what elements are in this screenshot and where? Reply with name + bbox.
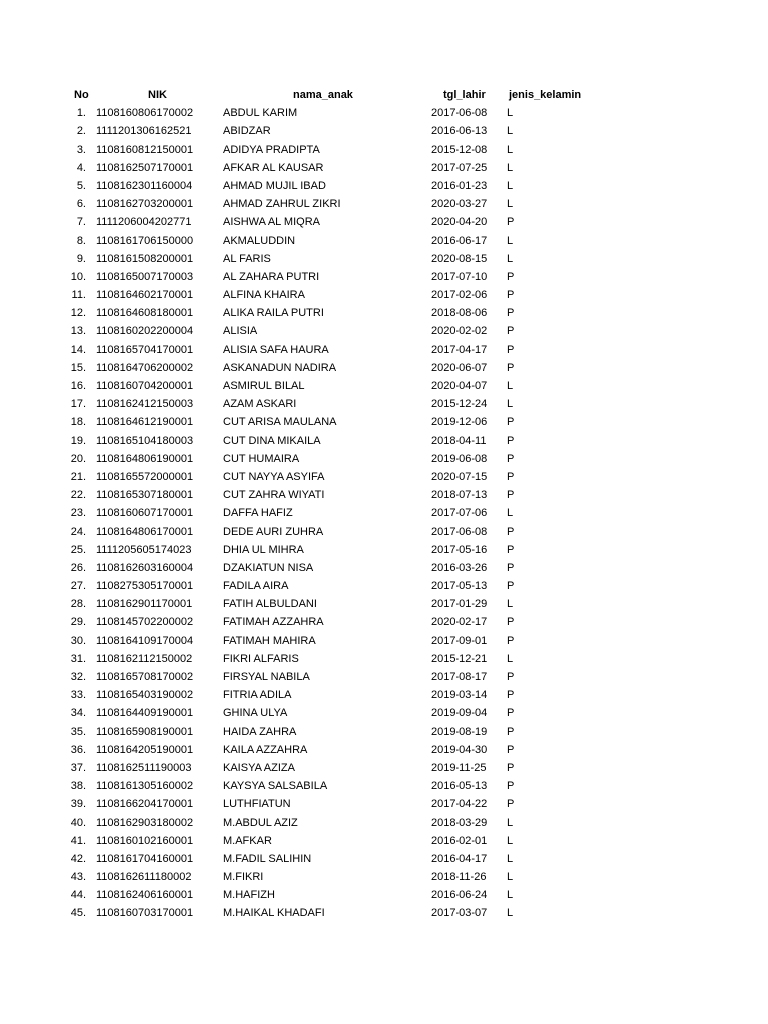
cell-tgl-lahir: 2017-04-17 — [431, 343, 488, 356]
cell-jenis-kelamin: P — [507, 725, 515, 738]
cell-jenis-kelamin: L — [507, 161, 514, 174]
cell-tgl-lahir: 2020-02-17 — [431, 616, 488, 629]
cell-nama-anak: DHIA UL MIHRA — [223, 543, 304, 556]
table-row — [0, 304, 768, 322]
cell-tgl-lahir: 2016-02-01 — [431, 834, 488, 847]
table-row — [0, 159, 768, 177]
cell-jenis-kelamin: L — [507, 907, 514, 920]
cell-jenis-kelamin: P — [507, 798, 515, 811]
table-row — [0, 850, 768, 868]
table-row — [0, 250, 768, 268]
cell-nik: 1108165572000001 — [96, 470, 194, 483]
cell-no: 18. — [70, 416, 86, 429]
cell-no: 6. — [76, 198, 86, 211]
cell-nik: 1108145702200002 — [96, 616, 194, 629]
table-row — [0, 122, 768, 140]
table-row — [0, 286, 768, 304]
cell-no: 11. — [71, 289, 86, 302]
cell-jenis-kelamin: P — [507, 780, 515, 793]
cell-no: 8. — [76, 234, 86, 247]
cell-nik: 1108162112150002 — [96, 652, 193, 665]
cell-no: 44. — [70, 889, 86, 902]
cell-nik: 1108165307180001 — [96, 489, 194, 502]
cell-nama-anak: DAFFA HAFIZ — [223, 507, 293, 520]
cell-nama-anak: FATIMAH AZZAHRA — [223, 616, 324, 629]
cell-no: 14. — [70, 343, 86, 356]
table-row — [0, 268, 768, 286]
cell-nik: 1108160607170001 — [96, 507, 194, 520]
cell-jenis-kelamin: L — [507, 198, 514, 211]
table-row — [0, 523, 768, 541]
cell-no: 9. — [76, 252, 86, 265]
header-no: No — [74, 89, 89, 101]
cell-no: 42. — [70, 852, 86, 865]
cell-tgl-lahir: 2016-05-13 — [431, 780, 488, 793]
cell-nik: 1108162301160004 — [96, 179, 193, 192]
cell-tgl-lahir: 2020-04-07 — [431, 380, 488, 392]
cell-tgl-lahir: 2017-07-10 — [431, 270, 488, 283]
cell-jenis-kelamin: L — [507, 234, 514, 247]
cell-nama-anak: ALIKA RAILA PUTRI — [223, 307, 324, 320]
cell-nik: 1108164205190001 — [96, 743, 194, 756]
cell-nama-anak: GHINA ULYA — [223, 707, 288, 720]
cell-no: 3. — [76, 143, 86, 156]
table-row — [0, 559, 768, 577]
table-row — [0, 723, 768, 741]
cell-tgl-lahir: 2017-05-16 — [431, 543, 488, 556]
cell-no: 27. — [70, 580, 86, 593]
cell-tgl-lahir: 2018-07-13 — [431, 489, 488, 502]
table-row — [0, 686, 768, 704]
cell-tgl-lahir: 2017-05-13 — [431, 580, 488, 593]
table-row — [0, 395, 768, 413]
cell-nama-anak: AL FARIS — [223, 252, 271, 265]
cell-jenis-kelamin: P — [507, 452, 515, 465]
cell-tgl-lahir: 2020-07-15 — [431, 470, 488, 483]
cell-jenis-kelamin: L — [507, 107, 514, 120]
cell-nik: 1108162511190003 — [96, 761, 192, 774]
cell-nama-anak: FIRSYAL NABILA — [223, 671, 310, 683]
cell-tgl-lahir: 2020-03-27 — [431, 198, 488, 211]
table-row — [0, 632, 768, 650]
cell-tgl-lahir: 2016-06-24 — [431, 889, 488, 902]
cell-nama-anak: M.FADIL SALIHIN — [223, 852, 312, 865]
cell-nama-anak: AHMAD ZAHRUL ZIKRI — [223, 198, 341, 211]
cell-tgl-lahir: 2020-06-07 — [431, 361, 488, 374]
cell-nama-anak: CUT HUMAIRA — [223, 452, 300, 465]
cell-jenis-kelamin: P — [507, 743, 515, 756]
cell-no: 10. — [70, 270, 86, 283]
cell-nama-anak: AFKAR AL KAUSAR — [223, 161, 324, 174]
cell-tgl-lahir: 2016-04-17 — [431, 852, 488, 865]
cell-jenis-kelamin: L — [507, 652, 514, 665]
cell-tgl-lahir: 2017-08-17 — [431, 671, 488, 683]
cell-jenis-kelamin: L — [507, 834, 514, 847]
cell-no: 29. — [70, 616, 86, 629]
cell-no: 2. — [76, 125, 86, 138]
cell-tgl-lahir: 2017-07-06 — [431, 507, 488, 520]
cell-jenis-kelamin: L — [507, 889, 514, 902]
table-row — [0, 832, 768, 850]
cell-nik: 1108161704160001 — [96, 852, 194, 865]
cell-no: 39. — [70, 798, 86, 811]
cell-nama-anak: DEDE AURI ZUHRA — [223, 525, 324, 538]
cell-no: 1. — [76, 107, 86, 120]
cell-tgl-lahir: 2015-12-08 — [431, 143, 488, 156]
cell-jenis-kelamin: L — [507, 125, 514, 138]
table-row — [0, 741, 768, 759]
cell-no: 24. — [70, 525, 86, 538]
cell-jenis-kelamin: L — [507, 816, 514, 829]
cell-nik: 1108162703200001 — [96, 198, 194, 211]
table-row — [0, 104, 768, 122]
table-row — [0, 141, 768, 159]
cell-nama-anak: ABDUL KARIM — [223, 107, 298, 120]
cell-tgl-lahir: 2019-04-30 — [431, 743, 488, 756]
cell-nik: 1111206004202771 — [96, 216, 192, 229]
cell-no: 31. — [70, 652, 86, 665]
cell-tgl-lahir: 2017-09-01 — [431, 634, 488, 647]
table-row — [0, 177, 768, 195]
cell-no: 41. — [70, 834, 86, 847]
cell-jenis-kelamin: P — [507, 434, 515, 447]
cell-no: 12. — [70, 307, 86, 320]
cell-jenis-kelamin: P — [507, 270, 515, 283]
cell-no: 4. — [76, 161, 86, 174]
cell-no: 7. — [76, 216, 86, 229]
cell-nik: 1108165708170002 — [96, 671, 194, 683]
cell-jenis-kelamin: P — [507, 616, 515, 629]
cell-jenis-kelamin: L — [507, 598, 514, 611]
cell-nik: 1108160202200004 — [96, 325, 194, 338]
cell-jenis-kelamin: L — [507, 871, 514, 884]
cell-nama-anak: FIKRI ALFARIS — [223, 652, 299, 665]
cell-nik: 1108165007170003 — [96, 270, 194, 283]
cell-nik: 1111201306162521 — [96, 125, 192, 138]
cell-no: 33. — [70, 689, 86, 702]
cell-tgl-lahir: 2017-03-07 — [431, 907, 488, 920]
cell-nama-anak: KAYSYA SALSABILA — [223, 780, 328, 793]
cell-jenis-kelamin: P — [507, 489, 515, 502]
cell-jenis-kelamin: P — [507, 634, 515, 647]
cell-tgl-lahir: 2016-06-13 — [431, 125, 488, 138]
cell-no: 23. — [70, 507, 86, 520]
cell-no: 34. — [70, 707, 86, 720]
cell-jenis-kelamin: P — [507, 289, 515, 302]
cell-tgl-lahir: 2017-06-08 — [431, 107, 488, 120]
table-header-row — [0, 86, 768, 104]
cell-jenis-kelamin: P — [507, 689, 515, 702]
cell-nama-anak: FITRIA ADILA — [223, 689, 292, 702]
cell-nama-anak: ALISIA — [223, 325, 258, 338]
cell-nama-anak: FADILA AIRA — [223, 580, 289, 593]
cell-tgl-lahir: 2017-07-25 — [431, 161, 488, 174]
cell-tgl-lahir: 2015-12-21 — [431, 652, 488, 665]
cell-jenis-kelamin: P — [507, 525, 515, 538]
cell-no: 37. — [70, 761, 86, 774]
table-row — [0, 613, 768, 631]
cell-nik: 1108164806170001 — [96, 525, 194, 538]
cell-no: 21. — [70, 470, 86, 483]
cell-nama-anak: M.ABDUL AZIZ — [223, 816, 298, 829]
cell-tgl-lahir: 2020-08-15 — [431, 252, 488, 265]
cell-nik: 1108275305170001 — [96, 580, 194, 593]
table-row — [0, 595, 768, 613]
cell-tgl-lahir: 2019-08-19 — [431, 725, 488, 738]
table-row — [0, 814, 768, 832]
cell-nik: 1108162611180002 — [96, 871, 192, 884]
table-row — [0, 759, 768, 777]
cell-tgl-lahir: 2018-04-11 — [431, 434, 487, 447]
table-row — [0, 541, 768, 559]
table-row — [0, 377, 768, 395]
cell-jenis-kelamin: P — [507, 761, 515, 774]
cell-nik: 1108164806190001 — [96, 452, 194, 465]
cell-jenis-kelamin: P — [507, 671, 515, 683]
cell-nama-anak: AISHWA AL MIQRA — [223, 216, 320, 229]
table-row — [0, 195, 768, 213]
cell-nama-anak: LUTHFIATUN — [223, 798, 291, 811]
cell-jenis-kelamin: L — [507, 852, 514, 865]
cell-tgl-lahir: 2019-06-08 — [431, 452, 488, 465]
cell-tgl-lahir: 2018-03-29 — [431, 816, 488, 829]
cell-jenis-kelamin: L — [507, 252, 514, 265]
cell-nik: 1108161305160002 — [96, 780, 194, 793]
table-row — [0, 504, 768, 522]
cell-jenis-kelamin: P — [507, 361, 515, 374]
cell-no: 15. — [70, 361, 86, 374]
cell-jenis-kelamin: P — [507, 216, 515, 229]
cell-jenis-kelamin: P — [507, 470, 515, 483]
cell-jenis-kelamin: P — [507, 343, 515, 356]
cell-jenis-kelamin: L — [507, 380, 514, 392]
cell-nik: 1108166204170001 — [96, 798, 194, 811]
cell-nama-anak: HAIDA ZAHRA — [223, 725, 297, 738]
cell-tgl-lahir: 2020-04-20 — [431, 216, 488, 229]
cell-nik: 1108161508200001 — [96, 252, 194, 265]
cell-nik: 1108160806170002 — [96, 107, 194, 120]
cell-no: 43. — [70, 871, 86, 884]
cell-nik: 1108164612190001 — [96, 416, 194, 429]
cell-tgl-lahir: 2016-06-17 — [431, 234, 488, 247]
cell-nik: 1108160704200001 — [96, 380, 194, 392]
cell-no: 30. — [70, 634, 86, 647]
cell-nik: 1108160102160001 — [96, 834, 194, 847]
cell-no: 26. — [70, 561, 86, 574]
cell-nama-anak: CUT DINA MIKAILA — [223, 434, 321, 447]
cell-no: 20. — [70, 452, 86, 465]
cell-tgl-lahir: 2016-01-23 — [431, 179, 488, 192]
table-row — [0, 577, 768, 595]
cell-nik: 1108164608180001 — [96, 307, 194, 320]
cell-tgl-lahir: 2018-11-26 — [431, 871, 487, 884]
cell-no: 45. — [70, 907, 86, 920]
cell-nama-anak: FATIH ALBULDANI — [223, 598, 317, 611]
cell-nama-anak: AL ZAHARA PUTRI — [223, 270, 320, 283]
cell-jenis-kelamin: P — [507, 307, 515, 320]
cell-tgl-lahir: 2017-06-08 — [431, 525, 488, 538]
cell-tgl-lahir: 2015-12-24 — [431, 398, 488, 411]
table-row — [0, 868, 768, 886]
cell-jenis-kelamin: P — [507, 543, 515, 556]
cell-no: 32. — [70, 671, 86, 683]
cell-no: 28. — [70, 598, 86, 611]
cell-tgl-lahir: 2019-11-25 — [431, 761, 487, 774]
cell-nik: 1108162507170001 — [96, 161, 194, 174]
cell-jenis-kelamin: P — [507, 561, 515, 574]
header-tgl-lahir: tgl_lahir — [443, 89, 486, 101]
table-row — [0, 795, 768, 813]
cell-nama-anak: ALISIA SAFA HAURA — [223, 343, 329, 356]
cell-tgl-lahir: 2019-03-14 — [431, 689, 488, 702]
cell-nama-anak: M.HAFIZH — [223, 889, 275, 902]
cell-nama-anak: CUT NAYYA ASYIFA — [223, 470, 325, 483]
cell-jenis-kelamin: P — [507, 707, 515, 720]
table-row — [0, 450, 768, 468]
cell-no: 40. — [70, 816, 86, 829]
cell-nama-anak: M.HAIKAL KHADAFI — [223, 907, 325, 920]
cell-nik: 1108164706200002 — [96, 361, 194, 374]
table-row — [0, 668, 768, 686]
cell-tgl-lahir: 2018-08-06 — [431, 307, 488, 320]
cell-jenis-kelamin: P — [507, 580, 515, 593]
cell-nama-anak: CUT ARISA MAULANA — [223, 416, 337, 429]
cell-nama-anak: FATIMAH MAHIRA — [223, 634, 316, 647]
cell-jenis-kelamin: L — [507, 179, 514, 192]
table-row — [0, 413, 768, 431]
cell-nama-anak: M.FIKRI — [223, 871, 264, 884]
cell-nik: 1108165104180003 — [96, 434, 194, 447]
cell-nama-anak: M.AFKAR — [223, 834, 272, 847]
cell-no: 36. — [70, 743, 86, 756]
header-jenis-kelamin: jenis_kelamin — [509, 89, 582, 101]
cell-nik: 1108162406160001 — [96, 889, 194, 902]
table-row — [0, 341, 768, 359]
cell-nama-anak: ADIDYA PRADIPTA — [223, 143, 320, 156]
table-row — [0, 359, 768, 377]
cell-no: 13. — [70, 325, 86, 338]
cell-nik: 1108165908190001 — [96, 725, 194, 738]
cell-nama-anak: ASMIRUL BILAL — [223, 380, 305, 392]
table-row — [0, 904, 768, 922]
cell-jenis-kelamin: L — [507, 507, 514, 520]
cell-tgl-lahir: 2016-03-26 — [431, 561, 488, 574]
table-row — [0, 886, 768, 904]
cell-nik: 1108162901170001 — [96, 598, 193, 611]
table-body — [0, 104, 768, 922]
cell-tgl-lahir: 2017-01-29 — [431, 598, 488, 611]
cell-nama-anak: AHMAD MUJIL IBAD — [223, 179, 326, 192]
cell-tgl-lahir: 2019-09-04 — [431, 707, 488, 720]
cell-no: 16. — [70, 380, 86, 392]
table-row — [0, 468, 768, 486]
cell-tgl-lahir: 2019-12-06 — [431, 416, 488, 429]
cell-nama-anak: AZAM ASKARI — [223, 398, 297, 411]
cell-nama-anak: ABIDZAR — [223, 125, 271, 138]
cell-tgl-lahir: 2020-02-02 — [431, 325, 488, 338]
cell-nik: 1108165704170001 — [96, 343, 194, 356]
table-row — [0, 213, 768, 231]
data-table — [0, 86, 768, 923]
cell-nik: 1108164109170004 — [96, 634, 194, 647]
cell-no: 19. — [70, 434, 86, 447]
cell-nama-anak: AKMALUDDIN — [223, 234, 296, 247]
cell-nik: 1108164602170001 — [96, 289, 194, 302]
cell-jenis-kelamin: L — [507, 398, 514, 411]
cell-nik: 1108161706150000 — [96, 234, 194, 247]
cell-nama-anak: CUT ZAHRA WIYATI — [223, 489, 325, 502]
cell-jenis-kelamin: L — [507, 143, 514, 156]
cell-nama-anak: KAILA AZZAHRA — [223, 743, 308, 756]
cell-no: 5. — [76, 179, 86, 192]
cell-nik: 1108162603160004 — [96, 561, 194, 574]
cell-nik: 1108164409190001 — [96, 707, 194, 720]
cell-nik: 1108160703170001 — [96, 907, 194, 920]
table-row — [0, 322, 768, 340]
header-nama-anak: nama_anak — [293, 89, 353, 101]
cell-no: 22. — [70, 489, 86, 502]
cell-nik: 1108160812150001 — [96, 143, 194, 156]
table-row — [0, 704, 768, 722]
cell-nama-anak: DZAKIATUN NISA — [223, 561, 314, 574]
cell-tgl-lahir: 2017-02-06 — [431, 289, 488, 302]
cell-no: 38. — [70, 780, 86, 793]
cell-no: 25. — [70, 543, 86, 556]
cell-jenis-kelamin: P — [507, 325, 515, 338]
table-row — [0, 432, 768, 450]
cell-nik: 1111205605174023 — [96, 543, 192, 556]
header-nik: NIK — [148, 89, 167, 101]
table-row — [0, 486, 768, 504]
cell-no: 35. — [70, 725, 86, 738]
cell-tgl-lahir: 2017-04-22 — [431, 798, 488, 811]
table-row — [0, 232, 768, 250]
cell-nik: 1108165403190002 — [96, 689, 194, 702]
cell-nik: 1108162903180002 — [96, 816, 194, 829]
cell-nama-anak: KAISYA AZIZA — [223, 761, 295, 774]
cell-nama-anak: ASKANADUN NADIRA — [223, 361, 337, 374]
cell-nama-anak: ALFINA KHAIRA — [223, 289, 305, 302]
cell-nik: 1108162412150003 — [96, 398, 194, 411]
table-row — [0, 650, 768, 668]
cell-no: 17. — [70, 398, 86, 411]
cell-jenis-kelamin: P — [507, 416, 515, 429]
table-row — [0, 777, 768, 795]
